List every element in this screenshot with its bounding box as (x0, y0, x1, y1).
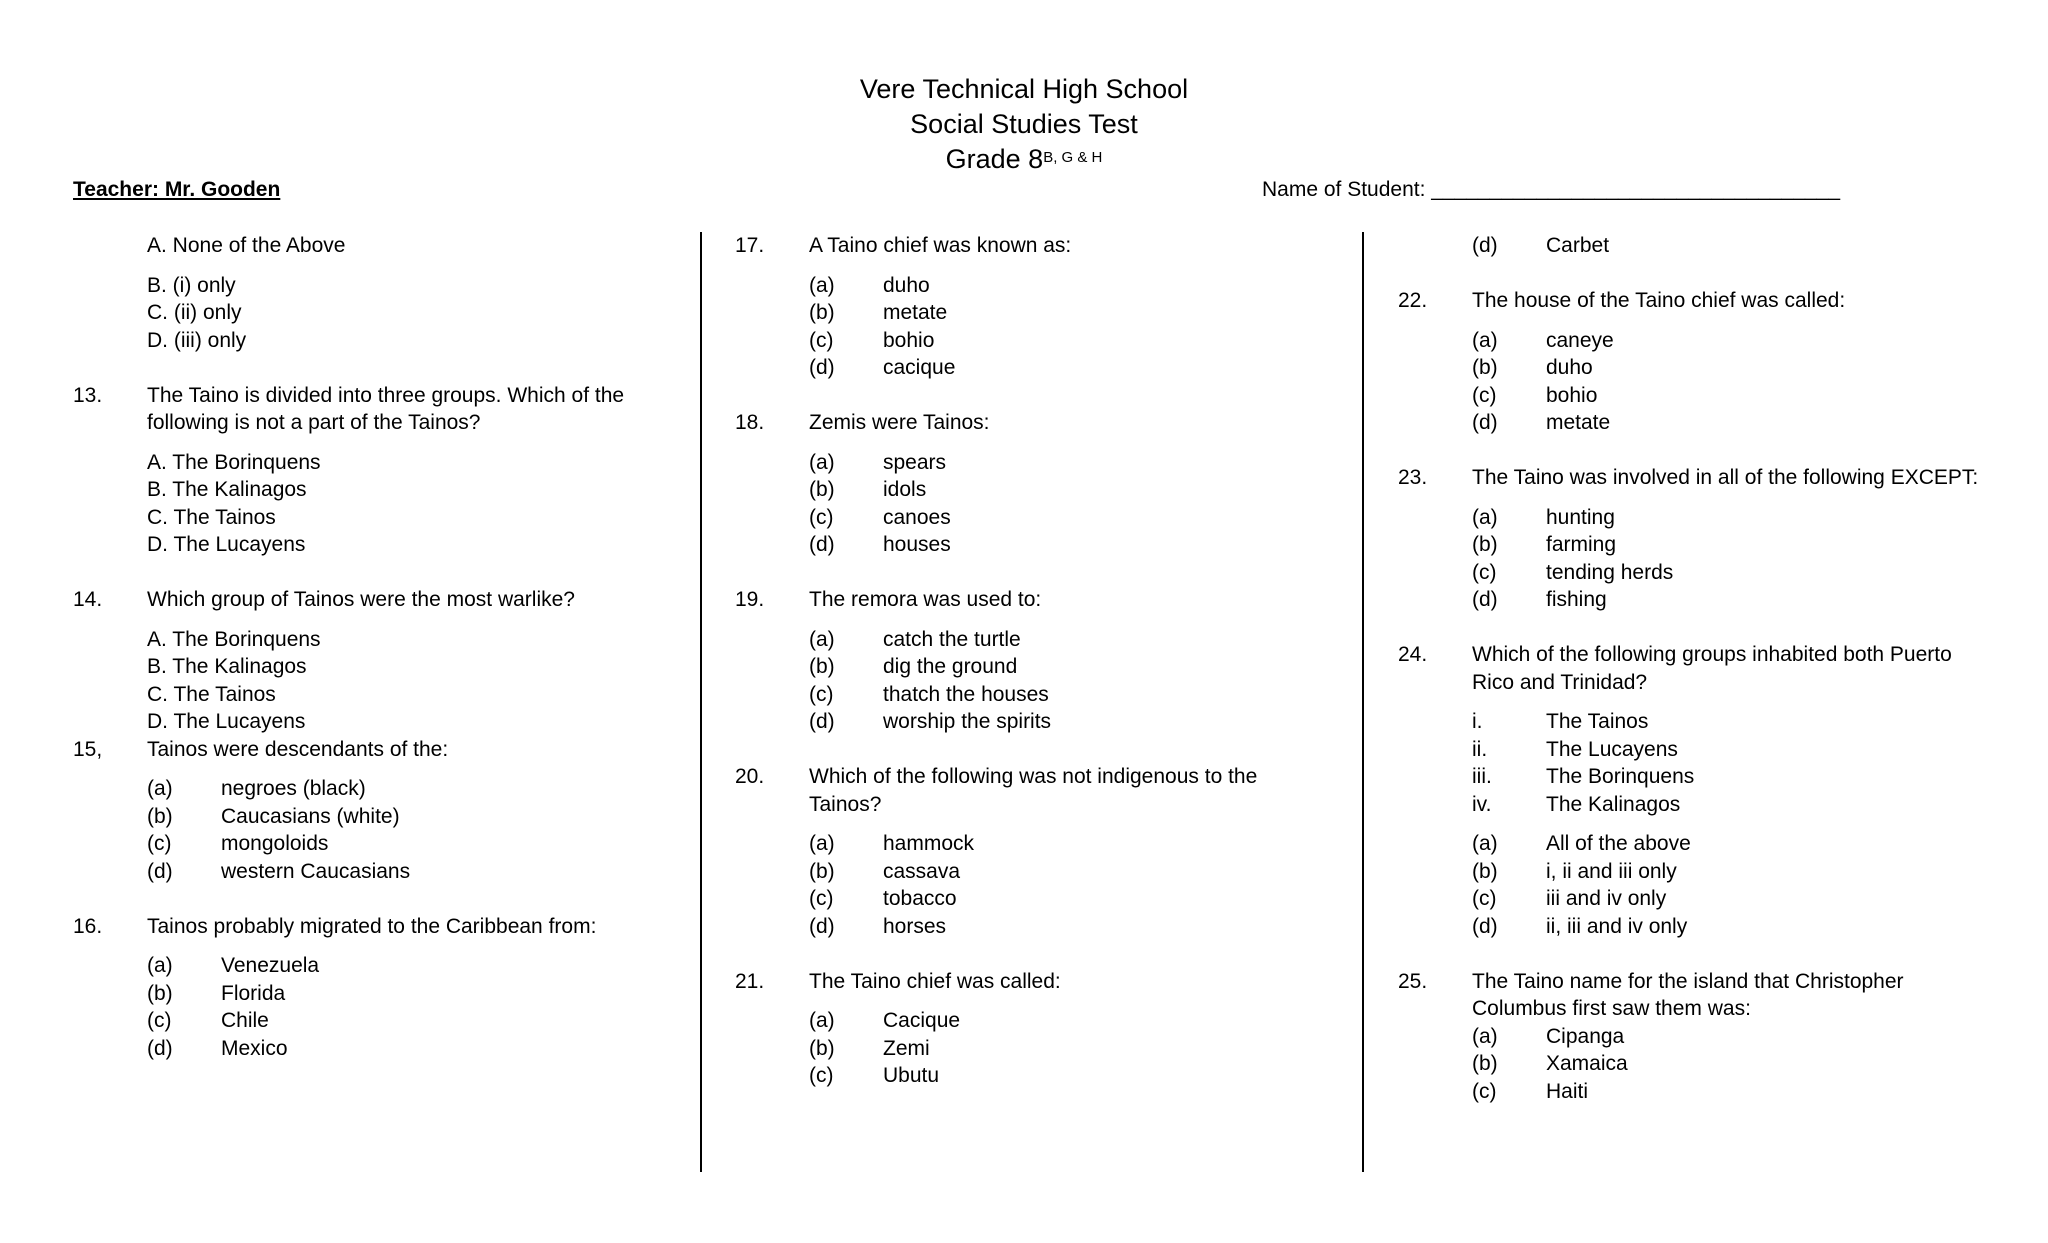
option (1398, 232, 1998, 260)
option: A. The Borinquens (147, 450, 321, 474)
option (73, 1035, 693, 1063)
option (735, 299, 1335, 327)
statement (1398, 736, 1998, 764)
question-19 (735, 586, 1335, 614)
question-number: 24. (1398, 643, 1428, 666)
statement-numeral: i. (1472, 710, 1483, 733)
option (1398, 830, 1998, 858)
option-letter: (a) (1472, 1024, 1498, 1048)
option (735, 354, 1335, 382)
column-divider (700, 232, 702, 1172)
option-letter: (a) (1472, 505, 1498, 529)
option (1398, 1078, 1998, 1106)
option-letter: (c) (1472, 887, 1497, 910)
option (73, 980, 693, 1008)
option-text: spears (883, 450, 947, 474)
option: D. (iii) only (147, 328, 247, 352)
option-letter: (a) (809, 832, 835, 855)
option-letter: (d) (1472, 588, 1498, 611)
option-letter: (b) (1472, 533, 1498, 556)
question-text: A Taino chief was known as: (809, 234, 1072, 257)
option-text: metate (883, 301, 948, 324)
question-text: Which group of Tainos were the most warlike? (147, 588, 575, 611)
option-text: Zemi (883, 1036, 930, 1060)
option: B. (i) only (147, 273, 236, 297)
option: B. The Kalinagos (147, 478, 307, 501)
option-letter: (a) (809, 627, 835, 651)
option-text: negroes (black) (221, 777, 366, 800)
option-letter: (d) (147, 859, 173, 883)
option-text: catch the turtle (883, 627, 1021, 651)
option (1398, 559, 1998, 587)
option-letter: (c) (147, 832, 172, 855)
option-text: thatch the houses (883, 682, 1049, 706)
statement-text: The Borinquens (1546, 765, 1695, 788)
option-letter: (d) (809, 533, 835, 556)
option (735, 504, 1335, 532)
option-text: bohio (883, 328, 935, 352)
question-text: Zemis were Tainos: (809, 411, 990, 434)
option (1398, 327, 1998, 355)
option-letter: (b) (809, 301, 835, 324)
option (73, 775, 693, 803)
statement-text: The Tainos (1546, 710, 1649, 733)
statement-numeral: iii. (1472, 765, 1492, 788)
option-letter: (c) (1472, 1079, 1497, 1103)
option-letter: (c) (809, 887, 834, 910)
option-letter: (c) (147, 1009, 172, 1032)
option-text: hunting (1546, 505, 1615, 529)
option (1398, 409, 1998, 437)
option-text: bohio (1546, 383, 1598, 407)
option-text: duho (1546, 356, 1593, 379)
column-1 (73, 232, 693, 1062)
option-text: horses (883, 914, 947, 938)
option-letter: (b) (1472, 356, 1498, 379)
question-21 (735, 968, 1335, 996)
question-text: The remora was used to: (809, 588, 1042, 611)
question-number: 15, (73, 737, 103, 761)
option (1398, 858, 1998, 886)
option (1398, 913, 1998, 941)
option (1398, 354, 1998, 382)
option-text: iii and iv only (1546, 887, 1667, 910)
option-text: fishing (1546, 588, 1607, 611)
option-text: Cipanga (1546, 1024, 1625, 1048)
question-text: Tainos were descendants of the: (147, 737, 449, 761)
question-text: Which of the following was not indigenous to the Tainos? (809, 765, 1258, 816)
option (735, 913, 1335, 941)
option-letter: (c) (809, 505, 834, 529)
question-text: The Taino is divided into three groups. Which of the following is not a part of the Tainos? (147, 383, 625, 434)
option: A. The Borinquens (147, 627, 321, 651)
option-letter: (c) (809, 328, 834, 352)
option (73, 830, 693, 858)
option (735, 531, 1335, 559)
option-letter: (d) (809, 710, 835, 733)
option-letter: (b) (1472, 859, 1498, 883)
option-text: Caucasians (white) (221, 804, 400, 828)
question-text: The Taino name for the island that Christopher Columbus first saw them was: (1472, 969, 1904, 1020)
option-text: worship the spirits (883, 710, 1052, 733)
option: C. (ii) only (147, 301, 242, 324)
option-text: canoes (883, 505, 951, 529)
option-text: tobacco (883, 887, 957, 910)
question-13 (73, 382, 693, 437)
option (735, 476, 1335, 504)
option-letter: (b) (147, 981, 173, 1005)
option-text: Xamaica (1546, 1052, 1628, 1075)
question-text: Tainos probably migrated to the Caribbean from: (147, 914, 597, 938)
question-25 (1398, 968, 1998, 1023)
option (1398, 504, 1998, 532)
option (735, 626, 1335, 654)
option: B. The Kalinagos (147, 655, 307, 678)
option-text: tending herds (1546, 560, 1674, 584)
option-text: hammock (883, 832, 975, 855)
question-number: 21. (735, 969, 765, 993)
option-letter: (c) (1472, 560, 1497, 584)
statement-numeral: iv. (1472, 792, 1492, 816)
question-number: 13. (73, 383, 103, 407)
option-letter: (c) (809, 1064, 834, 1087)
option: D. The Lucayens (147, 533, 306, 556)
option-text: mongoloids (221, 832, 329, 855)
question-number: 22. (1398, 289, 1428, 312)
option (73, 803, 693, 831)
option-letter: (b) (809, 1036, 835, 1060)
option (1398, 586, 1998, 614)
option-text: Cacique (883, 1009, 961, 1032)
test-title: Social Studies Test (910, 109, 1138, 139)
statement (1398, 791, 1998, 819)
option (735, 1007, 1335, 1035)
teacher-name: Teacher: Mr. Gooden (73, 178, 281, 201)
question-15 (73, 736, 693, 764)
question-20 (735, 763, 1335, 818)
grade: Grade 8 (945, 144, 1044, 174)
statement-numeral: ii. (1472, 737, 1488, 761)
option-letter: (a) (1472, 832, 1498, 855)
option (735, 653, 1335, 681)
option-letter: (c) (809, 682, 834, 706)
question-text: The Taino was involved in all of the following EXCEPT: (1472, 466, 1979, 489)
question-22 (1398, 287, 1998, 315)
option (1398, 382, 1998, 410)
page-header (0, 72, 2048, 177)
option-letter: (b) (809, 655, 835, 678)
school-name: Vere Technical High School (859, 74, 1189, 104)
option-text: farming (1546, 533, 1617, 556)
option (735, 449, 1335, 477)
option (735, 708, 1335, 736)
option-letter: (b) (809, 478, 835, 501)
grade-line (0, 142, 2048, 177)
option-letter: (a) (1472, 328, 1498, 352)
statement (1398, 708, 1998, 736)
option-text: metate (1546, 411, 1611, 434)
option-letter: (d) (1472, 411, 1498, 434)
question-17 (735, 232, 1335, 260)
option-letter: (c) (1472, 383, 1497, 407)
question-24 (1398, 641, 1998, 696)
option (73, 1007, 693, 1035)
option-letter: (d) (809, 356, 835, 379)
option-text: Carbet (1546, 234, 1610, 257)
option (735, 681, 1335, 709)
question-number: 16. (73, 914, 103, 938)
option: A. None of the Above (147, 234, 346, 257)
option-letter: (d) (1472, 914, 1498, 938)
option-text: All of the above (1546, 832, 1691, 855)
option-text: ii, iii and iv only (1546, 914, 1688, 938)
option-text: Venezuela (221, 954, 320, 977)
option-letter: (a) (147, 777, 173, 800)
option: D. The Lucayens (147, 710, 306, 733)
question-number: 25. (1398, 969, 1428, 993)
option (735, 858, 1335, 886)
option-letter: (d) (147, 1036, 173, 1060)
option-letter: (b) (1472, 1052, 1498, 1075)
option (1398, 1023, 1998, 1051)
option: C. The Tainos (147, 682, 276, 706)
option-text: i, ii and iii only (1546, 859, 1677, 883)
question-23 (1398, 464, 1998, 492)
option (735, 1035, 1335, 1063)
question-18 (735, 409, 1335, 437)
option (735, 327, 1335, 355)
option (73, 858, 693, 886)
option (1398, 531, 1998, 559)
option-letter: (a) (809, 273, 835, 297)
option-text: cassava (883, 859, 961, 883)
option-letter: (a) (147, 954, 173, 977)
option-letter: (d) (1472, 234, 1498, 257)
option (1398, 1050, 1998, 1078)
option (1398, 885, 1998, 913)
question-number: 17. (735, 234, 765, 257)
option-text: houses (883, 533, 951, 556)
option-text: idols (883, 478, 927, 501)
column-divider (1362, 232, 1364, 1172)
option-text: western Caucasians (221, 859, 411, 883)
option-text: Chile (221, 1009, 269, 1032)
option-text: Florida (221, 981, 286, 1005)
option-letter: (a) (809, 1009, 835, 1032)
question-16 (73, 913, 693, 941)
option-text: Mexico (221, 1036, 288, 1060)
question-14 (73, 586, 693, 614)
option (73, 952, 693, 980)
option: C. The Tainos (147, 505, 276, 529)
option-text: caneye (1546, 328, 1614, 352)
column-2 (735, 232, 1335, 1090)
question-number: 19. (735, 588, 765, 611)
option (735, 1062, 1335, 1090)
option-text: Haiti (1546, 1079, 1589, 1103)
column-3 (1398, 232, 1998, 1105)
question-number: 18. (735, 411, 765, 434)
statement-text: The Kalinagos (1546, 792, 1681, 816)
option (735, 830, 1335, 858)
question-text: Which of the following groups inhabited both Puerto Rico and Trinidad? (1472, 643, 1952, 694)
option-text: duho (883, 273, 930, 297)
option-letter: (a) (809, 450, 835, 474)
question-number: 23. (1398, 466, 1428, 489)
option (735, 272, 1335, 300)
question-number: 20. (735, 765, 765, 788)
option-text: Ubutu (883, 1064, 940, 1087)
grade-classes: B, G & H (1043, 149, 1103, 166)
question-number: 14. (73, 588, 103, 611)
student-name-field: Name of Student: ___________________________________ (1262, 178, 1841, 201)
statement (1398, 763, 1998, 791)
option-letter: (b) (147, 804, 173, 828)
option-letter: (d) (809, 914, 835, 938)
question-text: The Taino chief was called: (809, 969, 1061, 993)
option-text: dig the ground (883, 655, 1018, 678)
option-text: cacique (883, 356, 956, 379)
option-letter: (b) (809, 859, 835, 883)
option (735, 885, 1335, 913)
statement-text: The Lucayens (1546, 737, 1678, 761)
question-text: The house of the Taino chief was called: (1472, 289, 1846, 312)
